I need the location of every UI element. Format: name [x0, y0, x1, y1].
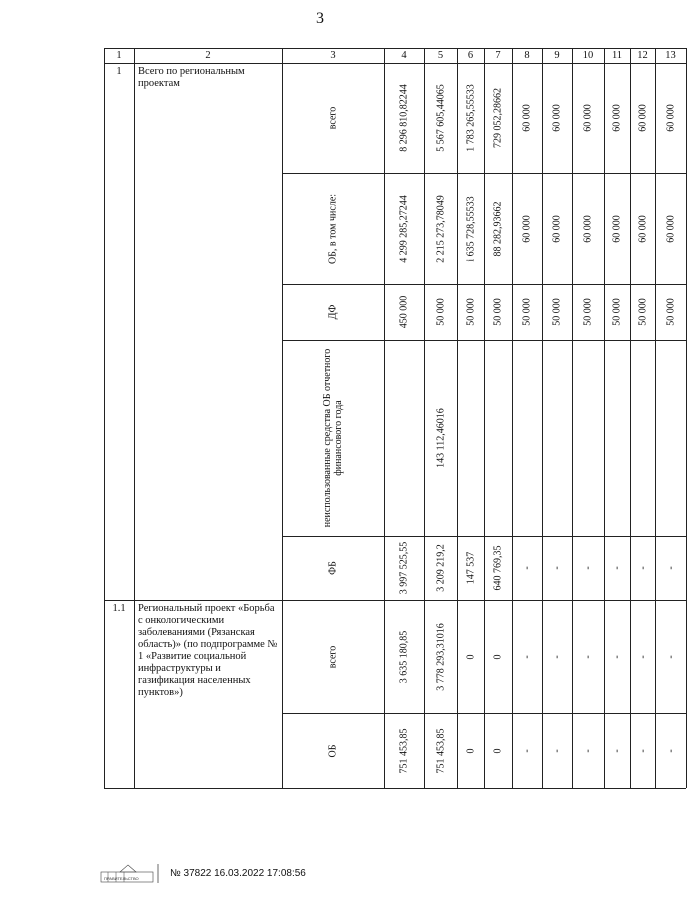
- cell-value: 0: [465, 654, 476, 659]
- cell-value: 2 215 273,78049: [435, 194, 446, 263]
- cell-value: -: [521, 566, 533, 570]
- subrow-label: ДФ: [327, 304, 339, 320]
- column-number-7: 7: [495, 50, 501, 61]
- table-rule: [134, 48, 135, 788]
- cell-value: 60 000: [551, 104, 563, 132]
- table-rule: [512, 48, 513, 788]
- cell-value: 60 000: [582, 214, 594, 243]
- cell-value: 450 000: [398, 295, 410, 329]
- cell-value: 640 769,35: [492, 545, 504, 591]
- cell-value: 60 000: [637, 104, 648, 132]
- cell-value: -: [521, 748, 533, 753]
- cell-value: 0: [492, 748, 504, 753]
- cell-value: 729 052,28662: [492, 88, 504, 148]
- cell-value: -: [582, 566, 594, 570]
- cell-value: 0: [492, 654, 504, 659]
- cell-value: 50 000: [435, 298, 446, 326]
- cell-value: 143 112,46016: [435, 408, 446, 468]
- cell-value: 50 000: [637, 298, 648, 326]
- cell-value: 50 000: [582, 298, 594, 326]
- column-number-13: 13: [665, 50, 676, 61]
- cell-value: -: [521, 654, 533, 659]
- cell-value: -: [611, 748, 623, 753]
- table-rule: [104, 63, 686, 64]
- cell-value: 60 000: [611, 104, 623, 132]
- table-rule: [282, 340, 686, 341]
- cell-value: 60 000: [611, 214, 623, 243]
- svg-text:ПРАВИТЕЛЬСТВО: ПРАВИТЕЛЬСТВО: [104, 876, 139, 881]
- cell-value: -: [582, 654, 594, 659]
- cell-value: 3 778 293,31016: [435, 622, 446, 691]
- cell-value: -: [665, 654, 676, 659]
- page-number: 3: [316, 10, 324, 27]
- table-rule: [484, 48, 485, 788]
- cell-value: 60 000: [521, 104, 533, 132]
- cell-value: 5 567 605,44065: [435, 84, 446, 152]
- cell-value: -: [637, 748, 648, 753]
- cell-value: -: [665, 566, 676, 570]
- table-rule: [104, 788, 686, 789]
- table-rule: [104, 600, 686, 601]
- table-rule: [282, 284, 686, 285]
- cell-value: 50 000: [611, 298, 623, 326]
- cell-value: 50 000: [665, 298, 676, 326]
- cell-value: -: [551, 748, 563, 753]
- table-rule: [655, 48, 656, 788]
- cell-value: 3 997 525,55: [398, 541, 410, 595]
- table-rule: [630, 48, 631, 788]
- column-number-3: 3: [330, 50, 336, 61]
- cell-value: 50 000: [465, 298, 476, 326]
- cell-value: 4 299 285,27244: [398, 194, 410, 263]
- column-number-2: 2: [205, 50, 211, 61]
- row-number: 1.1: [112, 603, 126, 614]
- registration-stamp: № 37822 16.03.2022 17:08:56: [170, 868, 306, 879]
- cell-value: 60 000: [582, 104, 594, 132]
- cell-value: 0: [465, 748, 476, 753]
- column-number-9: 9: [554, 50, 560, 61]
- column-number-12: 12: [637, 50, 648, 61]
- table-rule: [424, 48, 425, 788]
- table-rule: [572, 48, 573, 788]
- cell-value: 60 000: [665, 214, 676, 243]
- cell-value: 751 453,85: [435, 728, 446, 773]
- cell-value: -: [637, 566, 648, 570]
- table-rule: [282, 173, 686, 174]
- column-number-5: 5: [437, 50, 444, 61]
- row-title: Региональный проект «Борьба с онкологическими заболеваниями (Рязанская область)» (по подпрограмме № 1 «Развитие социальной инфраструктуры и газификация населенных пунктов»): [138, 603, 278, 698]
- subrow-label: ОБ: [327, 744, 339, 757]
- cell-value: i 635 728,55533: [465, 195, 476, 262]
- cell-value: -: [611, 654, 623, 659]
- column-number-11: 11: [611, 50, 623, 61]
- table-rule: [104, 48, 105, 788]
- column-number-8: 8: [524, 50, 530, 61]
- cell-value: 8 296 810,82244: [398, 84, 410, 152]
- cell-value: -: [665, 748, 676, 753]
- row-number: 1: [116, 66, 122, 77]
- row-title: Всего по региональным проектам: [138, 66, 245, 89]
- column-number-4: 4: [401, 50, 407, 61]
- column-number-1: 1: [116, 50, 122, 61]
- subrow-label: ФБ: [327, 561, 339, 575]
- table-rule: [282, 48, 283, 788]
- cell-value: 3 209 219,2: [435, 544, 446, 592]
- cell-value: -: [551, 566, 563, 570]
- cell-value: 1 783 265,55533: [465, 84, 476, 152]
- table-rule: [542, 48, 543, 788]
- cell-value: 88 282,93662: [492, 201, 504, 256]
- cell-value: 751 453,85: [398, 728, 410, 773]
- cell-value: 50 000: [521, 298, 533, 326]
- table-rule: [282, 713, 686, 714]
- table-rule: [604, 48, 605, 788]
- cell-value: -: [582, 748, 594, 753]
- subrow-label: ОБ, в том числе:: [327, 193, 339, 264]
- table-rule: [282, 536, 686, 537]
- cell-value: 147 537: [465, 551, 476, 585]
- cell-value: 60 000: [665, 104, 676, 132]
- government-logo-icon: [100, 862, 162, 884]
- column-number-6: 6: [467, 50, 474, 61]
- cell-value: 50 000: [551, 298, 563, 326]
- subrow-label: неиспользованные средства ОБ отчетного финансового года: [322, 348, 344, 528]
- cell-value: 3 635 180,85: [398, 630, 410, 683]
- cell-value: 60 000: [637, 214, 648, 243]
- cell-value: -: [551, 654, 563, 659]
- financing-table: [104, 48, 676, 788]
- cell-value: 50 000: [492, 298, 504, 326]
- cell-value: 60 000: [521, 214, 533, 243]
- subrow-label: всего: [327, 645, 339, 668]
- cell-value: -: [611, 566, 623, 570]
- column-number-10: 10: [582, 50, 594, 61]
- cell-value: 60 000: [551, 214, 563, 243]
- table-rule: [457, 48, 458, 788]
- subrow-label: всего: [327, 106, 339, 130]
- table-rule: [384, 48, 385, 788]
- cell-value: -: [637, 654, 648, 659]
